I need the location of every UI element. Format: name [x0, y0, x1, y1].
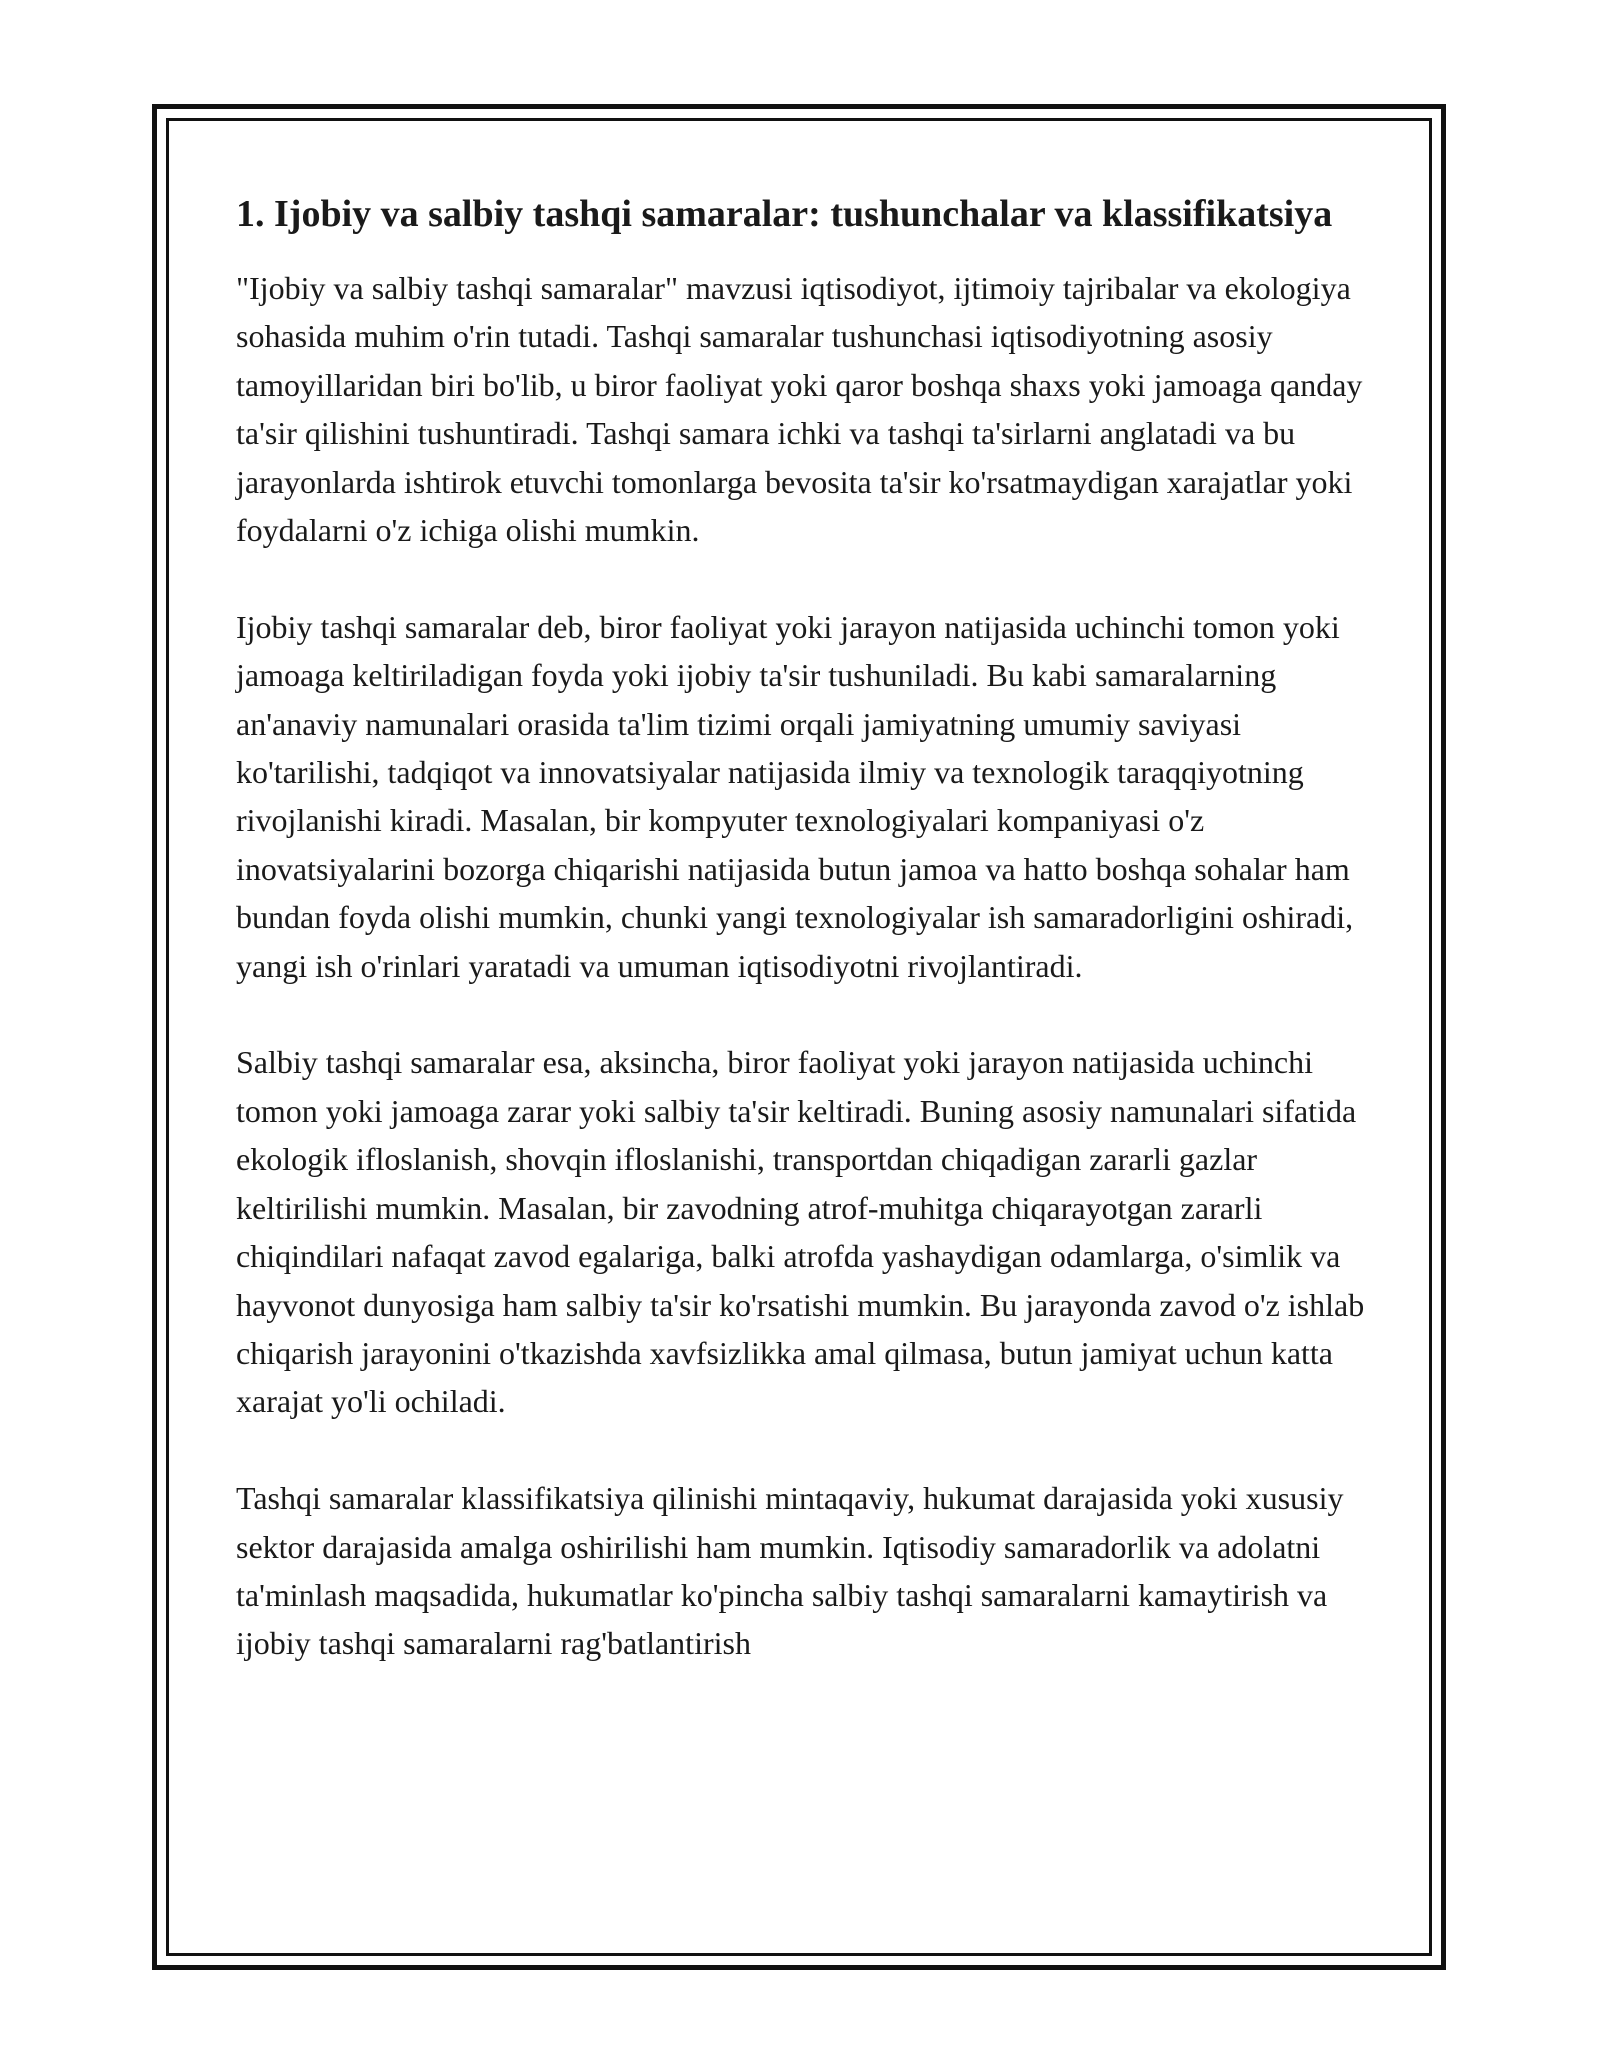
paragraph-positive-externalities: Ijobiy tashqi samaralar deb, biror faoliyat yoki jarayon natijasida uchinchi tomon yoki jamoaga keltiriladigan foyda yoki ijobiy ta'sir tushuniladi. Bu kabi samaralarning an'anaviy namunalari orasida ta'lim tizimi orqali jamiyatning umumiy saviyasi ko'tarilishi, tadqiqot va innovatsiyalar natijasida ilmiy va texnologik taraqqiyotning rivojlanishi kiradi. Masalan, bir kompyuter texnologiyalari kompaniyasi o'z inovatsiyalarini bozorga chiqarishi natijasida butun jamoa va hatto boshqa sohalar ham bundan foyda olishi mumkin, chunki yangi texnologiyalar ish samaradorligini oshiradi, yangi ish o'rinlari yaratadi va umuman iqtisodiyotni rivojlantiradi. [236, 608, 1354, 984]
paragraph-negative-externalities: Salbiy tashqi samaralar esa, aksincha, biror faoliyat yoki jarayon natijasida uchinchi tomon yoki jamoaga zarar yoki salbiy ta'sir keltiradi. Buning asosiy namunalari sifatida ekologik ifloslanish, shovqin ifloslanishi, transportdan chiqadigan zararli gazlar keltirilishi mumkin. Masalan, bir zavodning atrof-muhitga chiqarayotgan zararli chiqindilari nafaqat zavod egalariga, balki atrofda yashaydigan odamlarga, o'simlik va hayvonot dunyosiga ham salbiy ta'sir ko'rsatishi mumkin. Bu jarayonda zavod o'z ishlab chiqarish jarayonini o'tkazishda xavfsizlikka amal qilmasa, butun jamiyat uchun katta xarajat yo'li ochiladi. [236, 1044, 1365, 1420]
document-content [236, 186, 1376, 1668]
section-heading: 1. Ijobiy va salbiy tashqi samaralar: tushunchalar va klassifikatsiya [236, 193, 1333, 235]
paragraph-intro: "Ijobiy va salbiy tashqi samaralar" mavzusi iqtisodiyot, ijtimoiy tajribalar va ekologiya sohasida muhim o'rin tutadi. Tashqi samaralar tushunchasi iqtisodiyotning asosiy tamoyillaridan biri bo'lib, u biror faoliyat yoki qaror boshqa shaxs yoki jamoaga qanday ta'sir qilishini tushuntiradi. Tashqi samara ichki va tashqi ta'sirlarni anglatadi va bu jarayonlarda ishtirok etuvchi tomonlarga bevosita ta'sir ko'rsatmaydigan xarajatlar yoki foydalarni o'z ichiga olishi mumkin. [236, 270, 1363, 549]
paragraph-classification: Tashqi samaralar klassifikatsiya qilinishi mintaqaviy, hukumat darajasida yoki xususiy sektor darajasida amalga oshirilishi ham mumkin. Iqtisodiy samaradorlik va adolatni ta'minlash maqsadida, hukumatlar ko'pincha salbiy tashqi samaralarni kamaytirish va ijobiy tashqi samaralarni rag'batlantirish [236, 1480, 1344, 1662]
